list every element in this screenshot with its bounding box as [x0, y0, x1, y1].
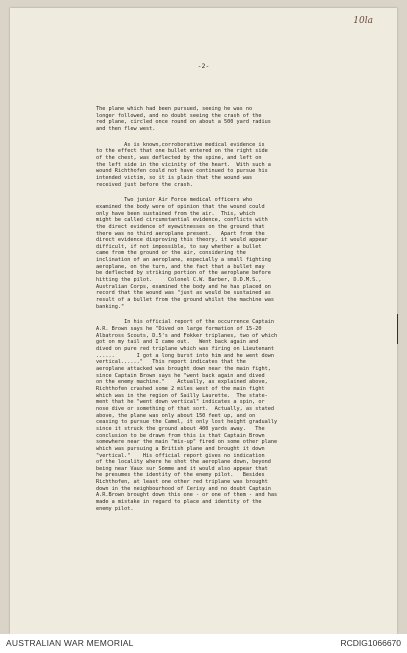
text-line: only have been sustained from the air. This, which [96, 210, 256, 217]
text-line: which was in the region of Sailly Laurette. The state- [96, 392, 268, 399]
text-line: direct evidence disproving this theory, it would appear [96, 237, 268, 244]
footer-record-id: RCDIG1066670 [340, 638, 401, 648]
text-line: of the locality where he shot the aeroplane down, beyond [96, 459, 271, 466]
text-line: intended victim, so it is plain that the wound was [96, 174, 253, 181]
text-line: since Captain Brown says he "went back again and dived [96, 372, 265, 379]
text-line: being near Vaux sur Somme and it would also appear that [96, 465, 268, 472]
text-line: red plane, circled once round on about a 500 yard radius [96, 119, 271, 126]
text-line: Albatross Scouts, D.5's and Fokker triplanes, two of which [96, 332, 278, 339]
text-line: on the enemy machine." Actually, as explained above, [96, 379, 268, 386]
text-line: somewhere near the main "mix-up" fired on some other plane [96, 439, 278, 446]
text-line: made a mistake in regard to place and identity of the [96, 499, 262, 506]
text-line: difficult, if not impossible, to say whether a bullet [96, 243, 262, 250]
text-line: the left side in the vicinity of the heart. With such a [96, 161, 271, 168]
text-line: Richthofen crashed some 2 miles west of the main fight [96, 385, 265, 392]
text-line: got on my tail and I came out. Went back again and [96, 339, 259, 346]
text-line: aeroplane, on the turn, and the fact that a bullet may [96, 263, 265, 270]
text-line: examined the body were of opinion that the wound could [96, 203, 265, 210]
text-line: there was no third aeroplane present. Apart from the [96, 230, 265, 237]
paragraph-gap [96, 188, 386, 197]
margin-mark [397, 314, 398, 344]
text-line: enemy pilot. [96, 505, 134, 512]
typed-body-text [96, 106, 386, 512]
page-number: -2- [197, 62, 210, 70]
text-line: which was pursuing a British plane and brought it down [96, 445, 265, 452]
text-line: hitting the pilot. Colonel C.W. Barber, D.D.M.S., [96, 277, 262, 284]
text-line: ceasing to pursue the Camel, it only lost height gradually [96, 419, 278, 426]
text-line: record that the wound was "just as would be sustained as [96, 290, 271, 297]
text-line: Two junior Air Force medical officers who [96, 197, 253, 204]
paragraph-gap [96, 310, 386, 319]
text-line: vertical......" This report indicates that the [96, 359, 246, 366]
text-line: longer followed, and no doubt seeing the crash of the [96, 112, 262, 119]
footer-bar [0, 634, 407, 653]
text-line: down in the neighbourhood of Cerisy and no doubt Captain [96, 485, 271, 492]
text-line: The plane which had been pursued, seeing he was no [96, 106, 253, 112]
text-line: nose dive or something of that sort. Actually, as stated [96, 405, 275, 412]
text-line: A.R. Brown says he "Dived on large formation of 15-20 [96, 326, 262, 333]
footer-archive-name: AUSTRALIAN WAR MEMORIAL [6, 638, 134, 648]
text-line: Richthofen, at least one other red triplane was brought [96, 479, 268, 486]
text-line: above, the plane was only about 150 feet up, and on [96, 412, 256, 419]
text-line: banking." [96, 303, 125, 310]
handwritten-reference: 10la [353, 16, 373, 26]
text-line: be deflected by striking portion of the aeroplane before [96, 270, 271, 277]
text-line: received just before the crash. [96, 181, 193, 188]
text-line: inclination of an aeroplane, especially a small fighting [96, 257, 271, 264]
text-line: As is known,corroborative medical evidence is [96, 141, 265, 148]
text-line: "vertical." His official report gives no indication [96, 452, 265, 459]
text-line: ...... I got a long burst into him and he went down [96, 352, 275, 359]
text-line: Australian Corps, examined the body and he has placed on [96, 283, 271, 290]
text-line: ment that he "went down vertical" indicates a spin, or [96, 399, 265, 406]
text-line: result of a bullet from the ground whilst the machine was [96, 297, 275, 304]
text-line: dived on pure red triplane which was firing on Lieutenant [96, 346, 275, 352]
text-line: conclusion to be drawn from this is that Captain Brown [96, 432, 265, 439]
text-line: came from the ground or the air, considering the [96, 250, 246, 257]
text-line: In his official report of the occurrence Captain [96, 319, 275, 326]
text-line: might be called circumstantial evidence, conflicts with [96, 217, 268, 224]
paragraph-gap [96, 133, 386, 142]
text-line: of the chest, was deflected by the spine, and left on [96, 154, 262, 161]
text-line: wound Richthofen could not have continued to pursue his [96, 168, 268, 175]
paragraph [96, 197, 386, 310]
text-line: and then flew west. [96, 125, 156, 132]
document-page [10, 8, 397, 634]
text-line: he presumes the identity of the enemy pilot. Besides [96, 472, 265, 479]
text-line: to the effect that one bullet entered on the right side [96, 148, 268, 155]
text-line: since it struck the ground about 400 yards away. The [96, 425, 265, 432]
paragraph [96, 106, 386, 133]
paragraph [96, 142, 386, 189]
text-line: A.R.Brown brought down this one - or one of them - and has [96, 492, 278, 499]
paragraph [96, 319, 386, 512]
text-line: the direct evidence of eyewitnesses on the ground that [96, 223, 265, 230]
text-line: aeroplane attacked was brought down near the main fight, [96, 365, 271, 372]
